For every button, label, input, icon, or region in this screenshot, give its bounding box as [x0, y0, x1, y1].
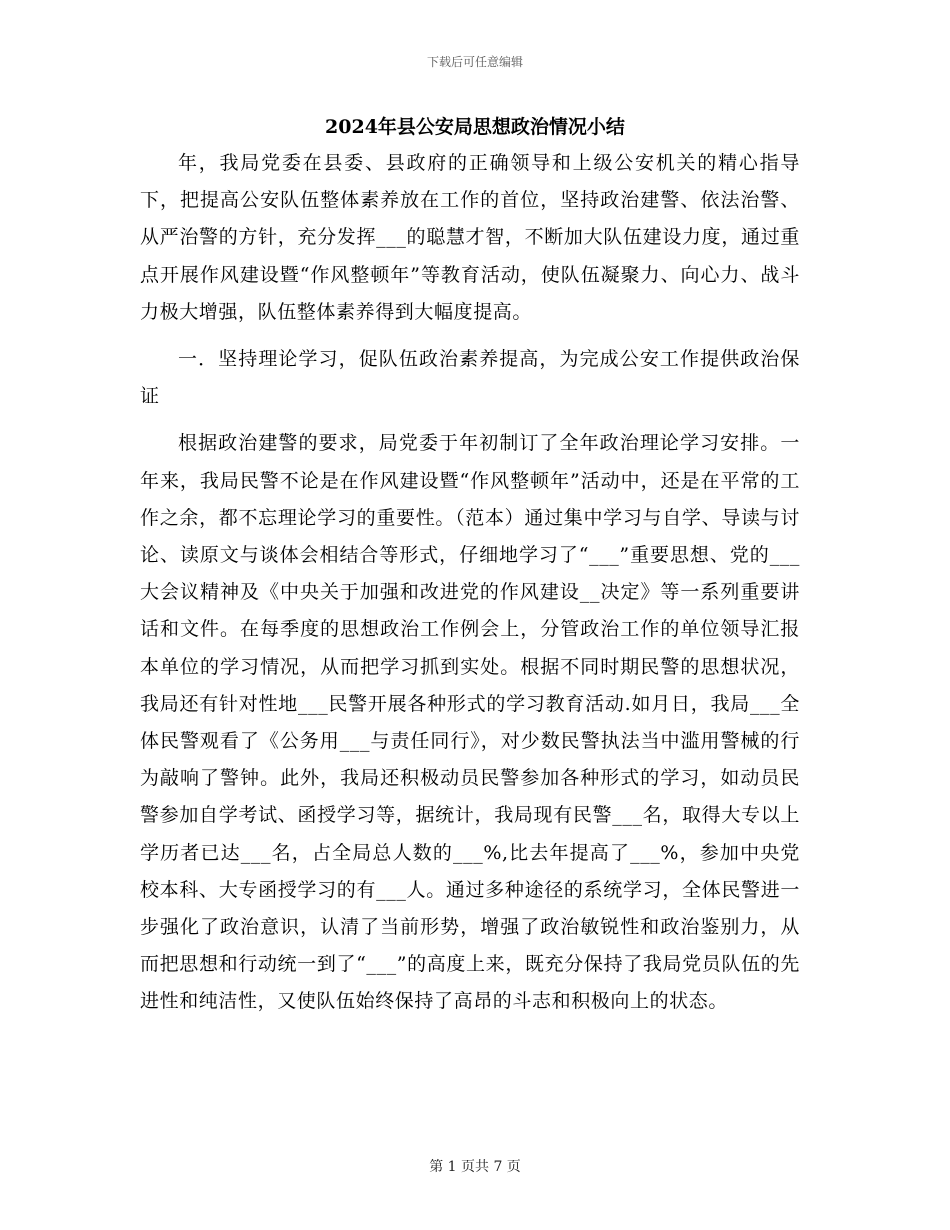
section-heading-1: 一．坚持理论学习，促队伍政治素养提高，为完成公安工作提供政治保证 — [140, 348, 800, 408]
paragraph-intro: 年，我局党委在县委、县政府的正确领导和上级公安机关的精心指导下，把提高公安队伍整体素养放在工作的首位，坚持政治建警、依法治警、从严治警的方针，充分发挥___的聪慧才智，不断加大队伍建设力度，通过重点开展作风建设暨“作风整顿年”等教育活动，使队伍凝聚力、向心力、战斗力极大增强，队伍整体素养得到大幅度提高。 — [140, 152, 800, 323]
document-title: 2024年县公安局思想政治情况小结 — [325, 116, 625, 138]
paragraph-theory-study: 根据政治建警的要求，局党委于年初制订了全年政治理论学习安排。一年来，我局民警不论是在作风建设暨“作风整顿年”活动中，还是在平常的工作之余，都不忘理论学习的重要性。（范本）通过集中学习与自学、导读与讨论、读原文与谈体会相结合等形式，仔细地学习了“___”重要思想、党的___大会议精神及《中央关于加强和改进党的作风建设__决定》等一系列重要讲话和文件。在每季度的思想政治工作例会上，分管政治工作的单位领导汇报本单位的学习情况，从而把学习抓到实处。根据不同时期民警的思想状况，我局还有针对性地___民警开展各种形式的学习教育活动.如月日，我局___全体民警观看了《公务用___与责任同行》，对少数民警执法当中滥用警械的行为敲响了警钟。此外，我局还积极动员民警参加各种形式的学习，如动员民警参加自学考试、函授学习等，据统计，我局现有民警___名，取得大专以上学历者已达___名，占全局总人数的___%,比去年提高了___%，参加中央党校本科、大专函授学习的有___人。通过多种途径的系统学习，全体民警进一步强化了政治意识，认清了当前形势，增强了政治敏锐性和政治鉴别力，从而把思想和行动统一到了“___”的高度上来，既充分保持了我局党员队伍的先进性和纯洁性，又使队伍始终保持了高昂的斗志和积极向上的状态。 — [140, 432, 800, 1013]
header-note: 下载后可任意编辑 — [426, 55, 523, 69]
page-number-footer: 第 1 页共 7 页 — [429, 1159, 521, 1175]
document-body — [140, 145, 800, 1021]
